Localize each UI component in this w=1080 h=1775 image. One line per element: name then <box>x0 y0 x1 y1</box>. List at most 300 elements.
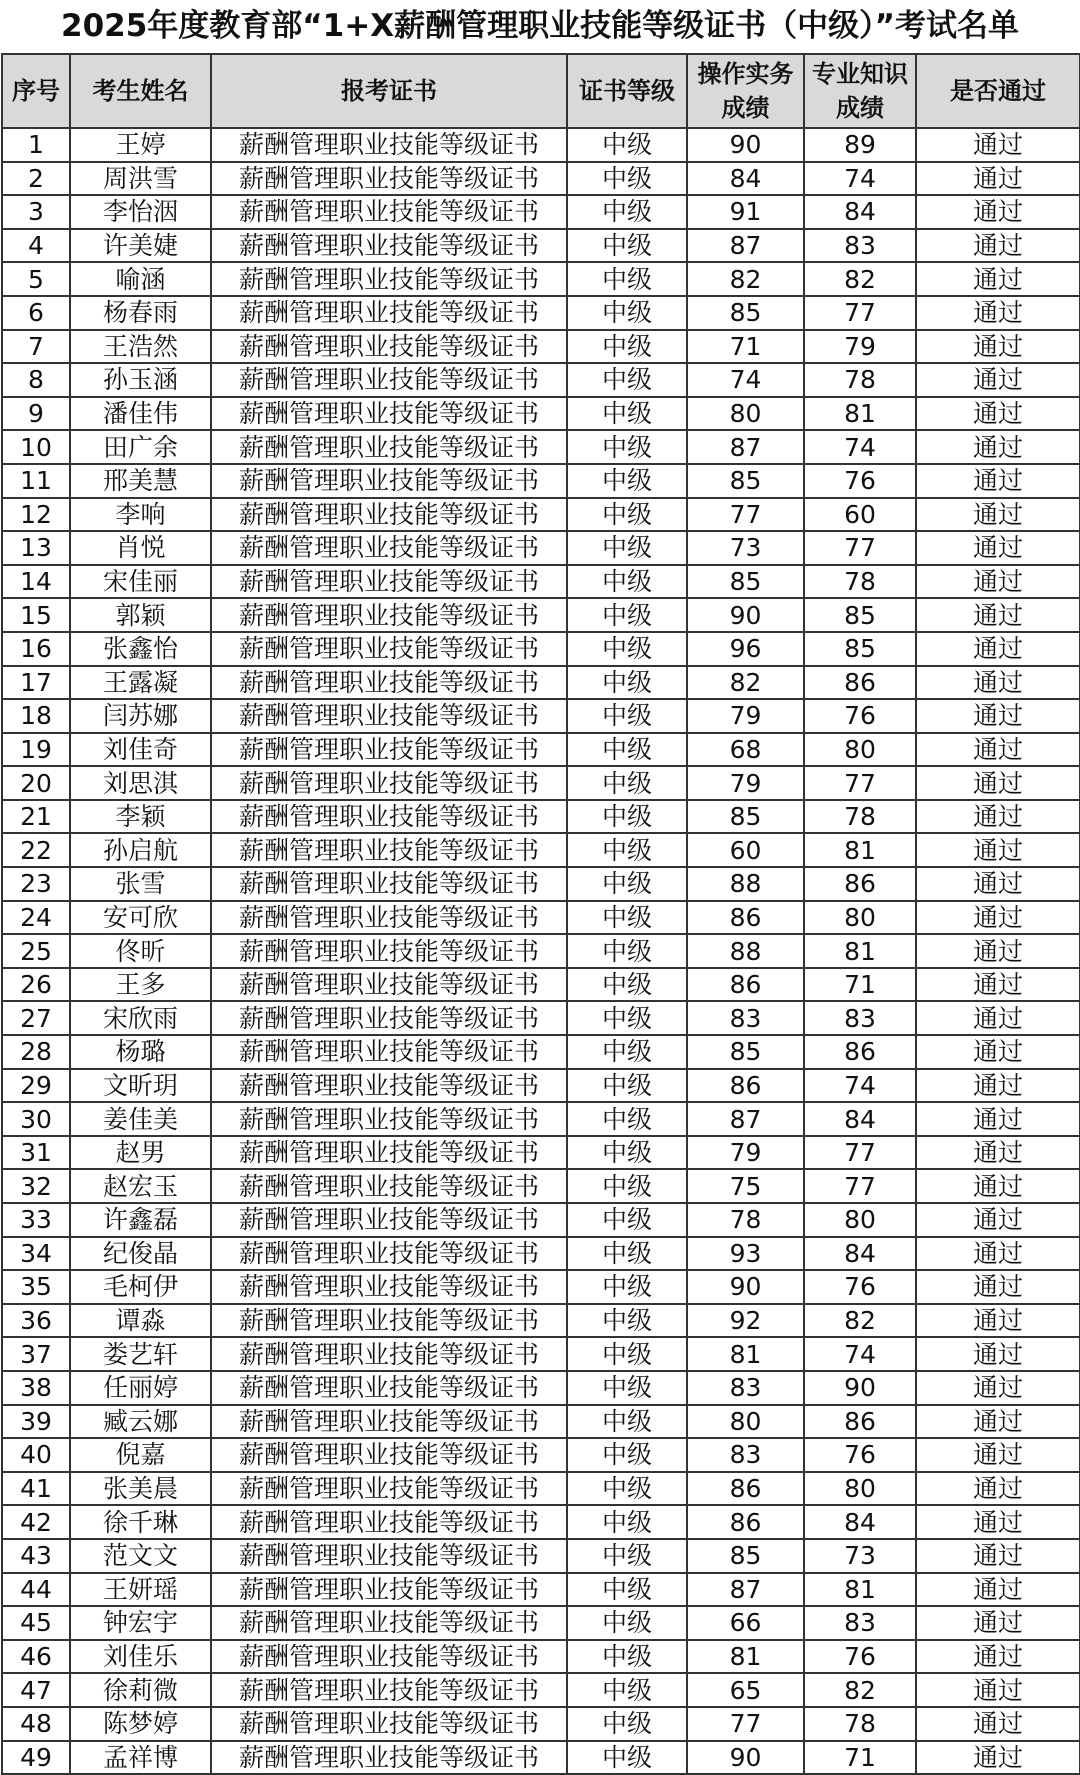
cell-cert: 薪酬管理职业技能等级证书 <box>211 1270 567 1304</box>
cell-name: 倪嘉 <box>70 1438 211 1472</box>
cell-knowledge-score: 81 <box>804 1573 916 1607</box>
cell-level: 中级 <box>567 565 687 599</box>
cell-passed: 通过 <box>916 262 1080 296</box>
cell-name: 许鑫磊 <box>70 1203 211 1237</box>
cell-seq: 25 <box>2 934 70 968</box>
cell-seq: 24 <box>2 901 70 935</box>
cell-name: 杨璐 <box>70 1035 211 1069</box>
cell-level: 中级 <box>567 1405 687 1439</box>
cell-name: 宋佳丽 <box>70 565 211 599</box>
cell-seq: 32 <box>2 1169 70 1203</box>
cell-practice-score: 90 <box>687 1741 804 1775</box>
cell-cert: 薪酬管理职业技能等级证书 <box>211 1371 567 1405</box>
cell-passed: 通过 <box>916 1640 1080 1674</box>
table-row <box>2 1573 1080 1607</box>
cell-knowledge-score: 86 <box>804 666 916 700</box>
cell-seq: 41 <box>2 1472 70 1506</box>
table-row <box>2 901 1080 935</box>
cell-level: 中级 <box>567 1001 687 1035</box>
cell-passed: 通过 <box>916 1539 1080 1573</box>
cell-name: 张美晨 <box>70 1472 211 1506</box>
cell-seq: 13 <box>2 531 70 565</box>
cell-seq: 49 <box>2 1741 70 1775</box>
cell-level: 中级 <box>567 699 687 733</box>
cell-cert: 薪酬管理职业技能等级证书 <box>211 1573 567 1607</box>
cell-cert: 薪酬管理职业技能等级证书 <box>211 699 567 733</box>
cell-name: 毛柯伊 <box>70 1270 211 1304</box>
cell-level: 中级 <box>567 1741 687 1775</box>
cell-knowledge-score: 84 <box>804 1505 916 1539</box>
cell-seq: 15 <box>2 598 70 632</box>
cell-name: 徐莉微 <box>70 1673 211 1707</box>
cell-seq: 30 <box>2 1102 70 1136</box>
cell-seq: 37 <box>2 1337 70 1371</box>
cell-level: 中级 <box>567 430 687 464</box>
cell-seq: 2 <box>2 162 70 196</box>
table-row <box>2 498 1080 532</box>
table-row <box>2 867 1080 901</box>
cell-seq: 3 <box>2 195 70 229</box>
cell-practice-score: 80 <box>687 1405 804 1439</box>
header-practice-line2: 成绩 <box>721 94 770 122</box>
cell-level: 中级 <box>567 195 687 229</box>
cell-knowledge-score: 71 <box>804 1741 916 1775</box>
cell-name: 许美婕 <box>70 229 211 263</box>
table-header-row <box>2 54 1080 128</box>
cell-seq: 29 <box>2 1069 70 1103</box>
cell-knowledge-score: 84 <box>804 1102 916 1136</box>
cell-knowledge-score: 85 <box>804 598 916 632</box>
cell-knowledge-score: 76 <box>804 1640 916 1674</box>
cell-knowledge-score: 81 <box>804 833 916 867</box>
cell-level: 中级 <box>567 229 687 263</box>
cell-level: 中级 <box>567 867 687 901</box>
cell-practice-score: 84 <box>687 162 804 196</box>
cell-seq: 4 <box>2 229 70 263</box>
cell-passed: 通过 <box>916 1035 1080 1069</box>
table-row <box>2 1539 1080 1573</box>
cell-name: 姜佳美 <box>70 1102 211 1136</box>
cell-name: 张鑫怡 <box>70 632 211 666</box>
cell-cert: 薪酬管理职业技能等级证书 <box>211 363 567 397</box>
cell-cert: 薪酬管理职业技能等级证书 <box>211 1438 567 1472</box>
table-row <box>2 598 1080 632</box>
cell-knowledge-score: 76 <box>804 464 916 498</box>
header-knowledge-line2: 成绩 <box>836 94 884 122</box>
cell-seq: 22 <box>2 833 70 867</box>
table-row <box>2 1472 1080 1506</box>
cell-practice-score: 85 <box>687 1035 804 1069</box>
cell-knowledge-score: 80 <box>804 901 916 935</box>
cell-seq: 40 <box>2 1438 70 1472</box>
cell-knowledge-score: 71 <box>804 968 916 1002</box>
cell-name: 潘佳伟 <box>70 397 211 431</box>
cell-level: 中级 <box>567 330 687 364</box>
cell-name: 周洪雪 <box>70 162 211 196</box>
cell-practice-score: 77 <box>687 498 804 532</box>
cell-seq: 11 <box>2 464 70 498</box>
cell-cert: 薪酬管理职业技能等级证书 <box>211 1472 567 1506</box>
cell-cert: 薪酬管理职业技能等级证书 <box>211 1405 567 1439</box>
cell-passed: 通过 <box>916 1270 1080 1304</box>
cell-cert: 薪酬管理职业技能等级证书 <box>211 229 567 263</box>
cell-level: 中级 <box>567 1640 687 1674</box>
cell-knowledge-score: 77 <box>804 531 916 565</box>
cell-knowledge-score: 85 <box>804 632 916 666</box>
cell-seq: 19 <box>2 733 70 767</box>
cell-seq: 21 <box>2 800 70 834</box>
cell-name: 徐千琳 <box>70 1505 211 1539</box>
cell-seq: 42 <box>2 1505 70 1539</box>
cell-practice-score: 71 <box>687 330 804 364</box>
cell-practice-score: 91 <box>687 195 804 229</box>
cell-passed: 通过 <box>916 1136 1080 1170</box>
cell-cert: 薪酬管理职业技能等级证书 <box>211 565 567 599</box>
cell-seq: 47 <box>2 1673 70 1707</box>
table-row <box>2 833 1080 867</box>
cell-knowledge-score: 83 <box>804 229 916 263</box>
cell-cert: 薪酬管理职业技能等级证书 <box>211 1505 567 1539</box>
cell-knowledge-score: 76 <box>804 699 916 733</box>
cell-level: 中级 <box>567 296 687 330</box>
header-passed: 是否通过 <box>916 54 1080 128</box>
cell-cert: 薪酬管理职业技能等级证书 <box>211 330 567 364</box>
cell-name: 孙玉涵 <box>70 363 211 397</box>
cell-passed: 通过 <box>916 1405 1080 1439</box>
cell-knowledge-score: 90 <box>804 1371 916 1405</box>
cell-cert: 薪酬管理职业技能等级证书 <box>211 262 567 296</box>
header-practice-line1: 操作实务 <box>697 60 794 88</box>
cell-cert: 薪酬管理职业技能等级证书 <box>211 1304 567 1338</box>
cell-knowledge-score: 83 <box>804 1606 916 1640</box>
table-row <box>2 464 1080 498</box>
cell-name: 安可欣 <box>70 901 211 935</box>
cell-level: 中级 <box>567 128 687 162</box>
cell-passed: 通过 <box>916 1438 1080 1472</box>
table-row <box>2 1035 1080 1069</box>
table-row <box>2 733 1080 767</box>
cell-level: 中级 <box>567 1102 687 1136</box>
cell-name: 文昕玥 <box>70 1069 211 1103</box>
cell-knowledge-score: 82 <box>804 1304 916 1338</box>
table-row <box>2 1337 1080 1371</box>
cell-passed: 通过 <box>916 162 1080 196</box>
table-row <box>2 397 1080 431</box>
cell-cert: 薪酬管理职业技能等级证书 <box>211 766 567 800</box>
cell-level: 中级 <box>567 1707 687 1741</box>
cell-practice-score: 77 <box>687 1707 804 1741</box>
cell-level: 中级 <box>567 1606 687 1640</box>
cell-name: 任丽婷 <box>70 1371 211 1405</box>
cell-passed: 通过 <box>916 733 1080 767</box>
cell-name: 谭淼 <box>70 1304 211 1338</box>
cell-level: 中级 <box>567 1237 687 1271</box>
header-seq: 序号 <box>2 54 70 128</box>
cell-cert: 薪酬管理职业技能等级证书 <box>211 1001 567 1035</box>
table-row <box>2 1270 1080 1304</box>
cell-cert: 薪酬管理职业技能等级证书 <box>211 1606 567 1640</box>
cell-cert: 薪酬管理职业技能等级证书 <box>211 1069 567 1103</box>
cell-passed: 通过 <box>916 1472 1080 1506</box>
cell-knowledge-score: 78 <box>804 1707 916 1741</box>
table-row <box>2 1606 1080 1640</box>
table-row <box>2 699 1080 733</box>
cell-passed: 通过 <box>916 296 1080 330</box>
cell-level: 中级 <box>567 464 687 498</box>
table-row <box>2 229 1080 263</box>
cell-knowledge-score: 78 <box>804 565 916 599</box>
cell-practice-score: 74 <box>687 363 804 397</box>
cell-seq: 46 <box>2 1640 70 1674</box>
table-row <box>2 968 1080 1002</box>
cell-cert: 薪酬管理职业技能等级证书 <box>211 430 567 464</box>
cell-passed: 通过 <box>916 330 1080 364</box>
cell-practice-score: 90 <box>687 128 804 162</box>
cell-cert: 薪酬管理职业技能等级证书 <box>211 1673 567 1707</box>
cell-name: 赵宏玉 <box>70 1169 211 1203</box>
cell-practice-score: 82 <box>687 262 804 296</box>
cell-level: 中级 <box>567 1673 687 1707</box>
cell-practice-score: 83 <box>687 1438 804 1472</box>
cell-name: 宋欣雨 <box>70 1001 211 1035</box>
cell-practice-score: 80 <box>687 397 804 431</box>
cell-name: 王浩然 <box>70 330 211 364</box>
table-row <box>2 800 1080 834</box>
cell-seq: 9 <box>2 397 70 431</box>
table-row <box>2 296 1080 330</box>
table-row <box>2 531 1080 565</box>
cell-knowledge-score: 76 <box>804 1438 916 1472</box>
cell-level: 中级 <box>567 901 687 935</box>
cell-seq: 34 <box>2 1237 70 1271</box>
cell-level: 中级 <box>567 1304 687 1338</box>
cell-name: 范文文 <box>70 1539 211 1573</box>
cell-knowledge-score: 86 <box>804 867 916 901</box>
cell-name: 陈梦婷 <box>70 1707 211 1741</box>
cell-level: 中级 <box>567 1438 687 1472</box>
cell-level: 中级 <box>567 1505 687 1539</box>
cell-level: 中级 <box>567 1337 687 1371</box>
document-title: 2025年度教育部“1+X薪酬管理职业技能等级证书（中级）”考试名单 <box>61 8 1019 44</box>
cell-seq: 12 <box>2 498 70 532</box>
cell-practice-score: 85 <box>687 464 804 498</box>
table-row <box>2 128 1080 162</box>
cell-passed: 通过 <box>916 430 1080 464</box>
table-row <box>2 565 1080 599</box>
cell-cert: 薪酬管理职业技能等级证书 <box>211 833 567 867</box>
cell-passed: 通过 <box>916 363 1080 397</box>
table-row <box>2 1505 1080 1539</box>
table-row <box>2 330 1080 364</box>
cell-name: 王露凝 <box>70 666 211 700</box>
cell-level: 中级 <box>567 1203 687 1237</box>
cell-knowledge-score: 84 <box>804 1237 916 1271</box>
cell-practice-score: 93 <box>687 1237 804 1271</box>
cell-seq: 36 <box>2 1304 70 1338</box>
cell-passed: 通过 <box>916 934 1080 968</box>
cell-practice-score: 96 <box>687 632 804 666</box>
cell-name: 赵男 <box>70 1136 211 1170</box>
cell-cert: 薪酬管理职业技能等级证书 <box>211 968 567 1002</box>
cell-knowledge-score: 74 <box>804 162 916 196</box>
cell-passed: 通过 <box>916 1707 1080 1741</box>
cell-name: 纪俊晶 <box>70 1237 211 1271</box>
cell-practice-score: 90 <box>687 598 804 632</box>
cell-passed: 通过 <box>916 766 1080 800</box>
cell-practice-score: 86 <box>687 901 804 935</box>
exam-results-table <box>1 53 1080 1775</box>
cell-seq: 31 <box>2 1136 70 1170</box>
cell-level: 中级 <box>567 598 687 632</box>
cell-practice-score: 81 <box>687 1337 804 1371</box>
cell-cert: 薪酬管理职业技能等级证书 <box>211 1102 567 1136</box>
cell-seq: 7 <box>2 330 70 364</box>
cell-name: 李颖 <box>70 800 211 834</box>
cell-passed: 通过 <box>916 229 1080 263</box>
cell-seq: 1 <box>2 128 70 162</box>
cell-cert: 薪酬管理职业技能等级证书 <box>211 1337 567 1371</box>
table-row <box>2 162 1080 196</box>
cell-knowledge-score: 86 <box>804 1035 916 1069</box>
table-row <box>2 1640 1080 1674</box>
cell-seq: 45 <box>2 1606 70 1640</box>
cell-practice-score: 88 <box>687 934 804 968</box>
cell-knowledge-score: 80 <box>804 1472 916 1506</box>
cell-name: 张雪 <box>70 867 211 901</box>
cell-name: 喻涵 <box>70 262 211 296</box>
cell-cert: 薪酬管理职业技能等级证书 <box>211 1035 567 1069</box>
cell-seq: 38 <box>2 1371 70 1405</box>
cell-level: 中级 <box>567 1136 687 1170</box>
cell-passed: 通过 <box>916 699 1080 733</box>
cell-seq: 27 <box>2 1001 70 1035</box>
table-row <box>2 195 1080 229</box>
cell-cert: 薪酬管理职业技能等级证书 <box>211 733 567 767</box>
cell-name: 佟昕 <box>70 934 211 968</box>
table-row <box>2 262 1080 296</box>
cell-knowledge-score: 82 <box>804 262 916 296</box>
cell-practice-score: 85 <box>687 565 804 599</box>
cell-practice-score: 92 <box>687 1304 804 1338</box>
table-row <box>2 934 1080 968</box>
cell-practice-score: 88 <box>687 867 804 901</box>
cell-passed: 通过 <box>916 1069 1080 1103</box>
cell-name: 钟宏宇 <box>70 1606 211 1640</box>
cell-cert: 薪酬管理职业技能等级证书 <box>211 1203 567 1237</box>
cell-passed: 通过 <box>916 1573 1080 1607</box>
cell-cert: 薪酬管理职业技能等级证书 <box>211 632 567 666</box>
cell-level: 中级 <box>567 363 687 397</box>
cell-cert: 薪酬管理职业技能等级证书 <box>211 1640 567 1674</box>
cell-practice-score: 85 <box>687 1539 804 1573</box>
cell-level: 中级 <box>567 833 687 867</box>
cell-level: 中级 <box>567 1069 687 1103</box>
cell-level: 中级 <box>567 1539 687 1573</box>
cell-seq: 44 <box>2 1573 70 1607</box>
cell-seq: 33 <box>2 1203 70 1237</box>
table-row <box>2 1001 1080 1035</box>
cell-name: 田广余 <box>70 430 211 464</box>
cell-level: 中级 <box>567 498 687 532</box>
cell-knowledge-score: 74 <box>804 430 916 464</box>
cell-name: 郭颖 <box>70 598 211 632</box>
cell-knowledge-score: 76 <box>804 1270 916 1304</box>
cell-passed: 通过 <box>916 397 1080 431</box>
cell-seq: 6 <box>2 296 70 330</box>
cell-knowledge-score: 81 <box>804 934 916 968</box>
cell-cert: 薪酬管理职业技能等级证书 <box>211 1169 567 1203</box>
cell-seq: 5 <box>2 262 70 296</box>
table-row <box>2 430 1080 464</box>
header-cert: 报考证书 <box>211 54 567 128</box>
cell-level: 中级 <box>567 968 687 1002</box>
cell-practice-score: 83 <box>687 1371 804 1405</box>
cell-seq: 10 <box>2 430 70 464</box>
cell-level: 中级 <box>567 934 687 968</box>
cell-passed: 通过 <box>916 598 1080 632</box>
cell-seq: 18 <box>2 699 70 733</box>
cell-seq: 26 <box>2 968 70 1002</box>
cell-practice-score: 75 <box>687 1169 804 1203</box>
cell-name: 刘佳乐 <box>70 1640 211 1674</box>
cell-cert: 薪酬管理职业技能等级证书 <box>211 397 567 431</box>
cell-level: 中级 <box>567 1035 687 1069</box>
cell-practice-score: 79 <box>687 699 804 733</box>
cell-knowledge-score: 82 <box>804 1673 916 1707</box>
table-row <box>2 666 1080 700</box>
cell-level: 中级 <box>567 1472 687 1506</box>
table-row <box>2 1304 1080 1338</box>
cell-knowledge-score: 80 <box>804 733 916 767</box>
cell-knowledge-score: 84 <box>804 195 916 229</box>
table-row <box>2 363 1080 397</box>
cell-knowledge-score: 74 <box>804 1069 916 1103</box>
cell-passed: 通过 <box>916 1371 1080 1405</box>
table-row <box>2 1707 1080 1741</box>
header-level: 证书等级 <box>567 54 687 128</box>
cell-cert: 薪酬管理职业技能等级证书 <box>211 1707 567 1741</box>
cell-cert: 薪酬管理职业技能等级证书 <box>211 666 567 700</box>
cell-seq: 23 <box>2 867 70 901</box>
cell-cert: 薪酬管理职业技能等级证书 <box>211 128 567 162</box>
header-knowledge-score <box>804 54 916 128</box>
cell-practice-score: 60 <box>687 833 804 867</box>
table-row <box>2 1069 1080 1103</box>
cell-level: 中级 <box>567 1270 687 1304</box>
cell-passed: 通过 <box>916 666 1080 700</box>
cell-practice-score: 83 <box>687 1001 804 1035</box>
cell-name: 李怡洇 <box>70 195 211 229</box>
cell-cert: 薪酬管理职业技能等级证书 <box>211 464 567 498</box>
cell-cert: 薪酬管理职业技能等级证书 <box>211 901 567 935</box>
cell-practice-score: 85 <box>687 800 804 834</box>
cell-passed: 通过 <box>916 968 1080 1002</box>
cell-level: 中级 <box>567 1573 687 1607</box>
cell-passed: 通过 <box>916 901 1080 935</box>
cell-knowledge-score: 77 <box>804 296 916 330</box>
cell-practice-score: 79 <box>687 766 804 800</box>
cell-cert: 薪酬管理职业技能等级证书 <box>211 598 567 632</box>
cell-passed: 通过 <box>916 1741 1080 1775</box>
cell-name: 肖悦 <box>70 531 211 565</box>
cell-practice-score: 68 <box>687 733 804 767</box>
cell-passed: 通过 <box>916 498 1080 532</box>
cell-seq: 14 <box>2 565 70 599</box>
table-row <box>2 1136 1080 1170</box>
header-knowledge-line1: 专业知识 <box>812 60 908 88</box>
cell-passed: 通过 <box>916 531 1080 565</box>
cell-passed: 通过 <box>916 1304 1080 1338</box>
